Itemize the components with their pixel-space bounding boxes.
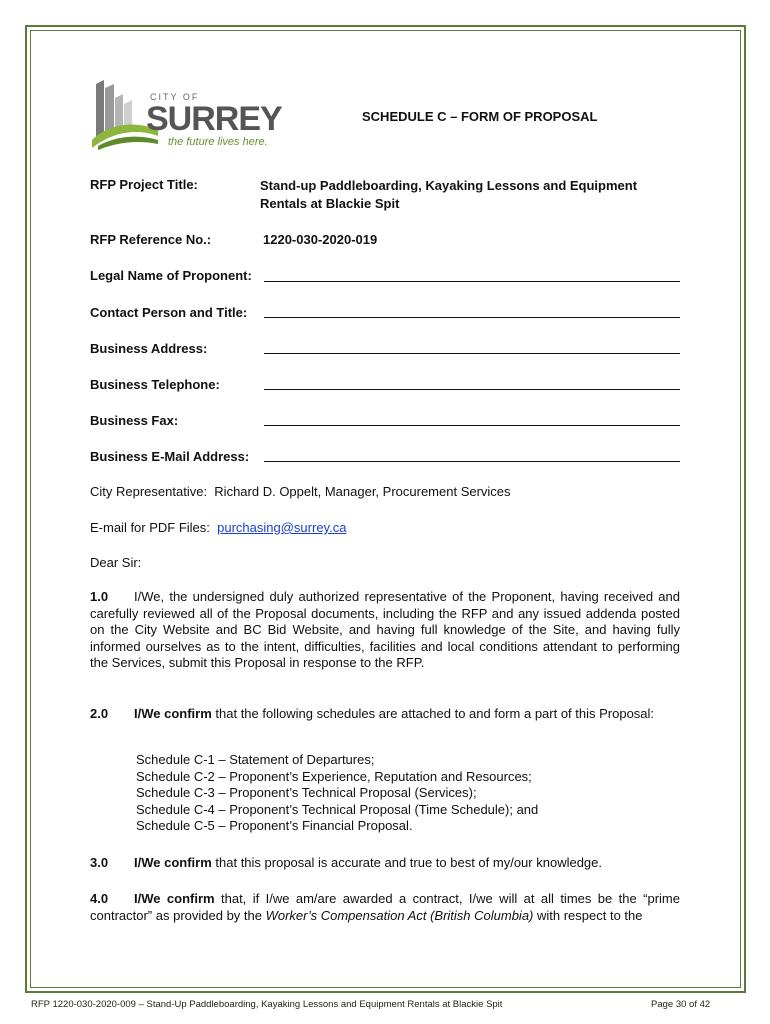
- section-text: that, if I/we am/are awarded a contract, I/we will at all times be the “prime contractor” as provided by the: [90, 891, 680, 923]
- section-3-paragraph: [90, 855, 680, 872]
- logo-city-of-text: CITY OF: [150, 92, 200, 102]
- footer-page-number: Page 30 of 42: [651, 999, 711, 1010]
- city-representative-label: City Representative:: [90, 484, 208, 499]
- contact-person-field[interactable]: [264, 317, 680, 318]
- section-text: that this proposal is accurate and true to best of my/our knowledge.: [211, 855, 602, 870]
- section-text: I/We, the undersigned duly authorized representative of the Proponent, having received and carefully reviewed all of the Proposal documents, including the RFP and any issued addenda posted on the City Website and BC Bid Website, and having full knowledge of the Site, and having fully informed ourselves as to the intent, difficulties, facilities and local conditions attendant to performing the Services, submit this Proposal in response to the RFP.: [90, 589, 680, 670]
- rfp-reference-value: 1220-030-2020-019: [263, 232, 378, 247]
- section-number: 4.0: [90, 891, 109, 906]
- section-2-paragraph: [90, 706, 680, 723]
- business-fax-label: Business Fax:: [90, 413, 179, 428]
- section-text: that the following schedules are attached to and form a part of this Proposal:: [211, 706, 655, 721]
- logo-tagline: the future lives here.: [168, 136, 268, 148]
- logo-surrey-text: SURREY: [146, 100, 282, 138]
- legal-name-field[interactable]: [264, 281, 680, 282]
- pdf-email: [90, 520, 346, 535]
- list-item: Schedule C-4 – Proponent’s Technical Proposal (Time Schedule); and: [136, 801, 539, 817]
- purchasing-email-link[interactable]: purchasing@surrey.ca: [217, 520, 347, 535]
- legal-name-label: Legal Name of Proponent:: [90, 268, 252, 283]
- business-telephone-label: Business Telephone:: [90, 377, 220, 392]
- business-email-field[interactable]: [264, 461, 680, 462]
- city-representative: [90, 484, 511, 499]
- business-telephone-field[interactable]: [264, 389, 680, 390]
- footer-document-title: RFP 1220-030-2020-009 – Stand-Up Paddleboarding, Kayaking Lessons and Equipment Rentals at Blackie Spit: [31, 999, 503, 1010]
- project-title-label: RFP Project Title:: [90, 177, 198, 192]
- pdf-email-label: E-mail for PDF Files:: [90, 520, 210, 535]
- city-representative-value: Richard D. Oppelt, Manager, Procurement Services: [214, 484, 511, 499]
- business-fax-field[interactable]: [264, 425, 680, 426]
- list-item: Schedule C-5 – Proponent’s Financial Proposal.: [136, 818, 413, 833]
- section-4-paragraph: [90, 891, 680, 924]
- salutation: Dear Sir:: [90, 555, 142, 570]
- section-number: 2.0: [90, 706, 109, 721]
- section-italic-act: Worker’s Compensation Act (British Columbia): [265, 907, 534, 923]
- page-border-inner: [30, 30, 741, 988]
- section-bold-lead: I/We confirm: [134, 855, 212, 870]
- schedule-heading: SCHEDULE C – FORM OF PROPOSAL: [362, 109, 598, 124]
- business-address-label: Business Address:: [90, 341, 208, 356]
- project-title-value: Stand-up Paddleboarding, Kayaking Lessons and Equipment Rentals at Blackie Spit: [260, 178, 638, 211]
- list-item: Schedule C-2 – Proponent’s Experience, Reputation and Resources;: [136, 768, 532, 784]
- section-1-paragraph: [90, 589, 680, 672]
- section-number: 3.0: [90, 855, 109, 870]
- business-address-field[interactable]: [264, 353, 680, 354]
- section-tail-text: with respect to the: [533, 907, 643, 923]
- section-number: 1.0: [90, 589, 109, 604]
- list-item: Schedule C-1 – Statement of Departures;: [136, 752, 375, 767]
- section-bold-lead: I/We confirm: [134, 706, 212, 721]
- city-of-surrey-logo: [90, 78, 282, 150]
- rfp-reference-label: RFP Reference No.:: [90, 232, 212, 247]
- business-email-label: Business E-Mail Address:: [90, 449, 250, 464]
- schedule-list: [136, 752, 538, 835]
- contact-person-label: Contact Person and Title:: [90, 305, 248, 320]
- section-bold-lead: I/We confirm: [134, 891, 215, 906]
- list-item: Schedule C-3 – Proponent’s Technical Proposal (Services);: [136, 785, 477, 800]
